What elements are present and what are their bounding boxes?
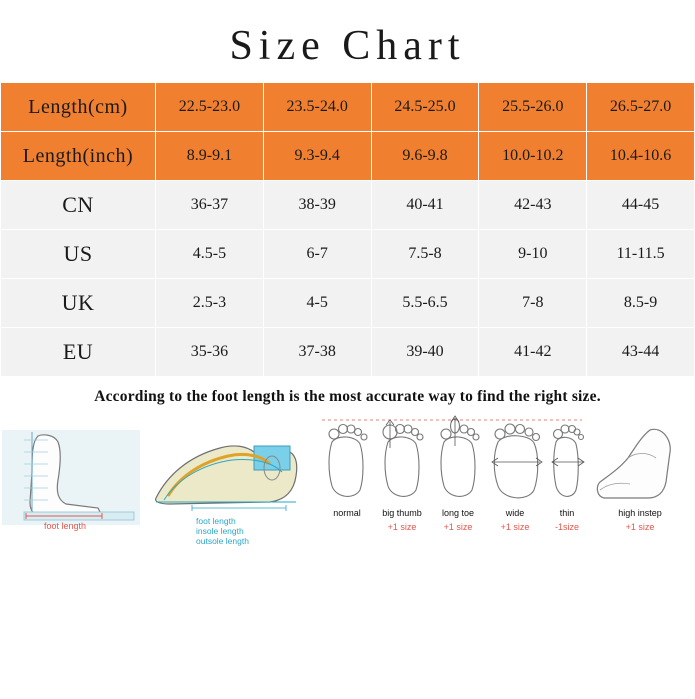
table-cell: 39-40 [371,328,479,377]
table-row [1,328,695,377]
table-cell: 10.0-10.2 [479,132,587,181]
high-instep-illustration [592,412,692,562]
table-cell: 24.5-25.0 [371,83,479,132]
table-cell: 43-44 [587,328,695,377]
table-cell: 4.5-5 [156,230,264,279]
table-row [1,279,695,328]
high-instep-adjust: +1 size [625,522,655,532]
foot-types-illustration [318,412,588,562]
table-cell: 8.5-9 [587,279,695,328]
foot-length-label: foot length [44,521,87,531]
foot-type-adjust: +1 size [443,522,473,532]
table-cell: 36-37 [156,181,264,230]
shoe-label-insole-length: insole length [196,526,244,536]
table-cell: 41-42 [479,328,587,377]
illustration-row [0,412,695,597]
foot-length-illustration [2,412,142,542]
high-instep-label: high instep [618,508,662,518]
table-cell: 26.5-27.0 [587,83,695,132]
foot-type-big-thumb [375,508,429,532]
row-label: EU [1,328,156,377]
row-label: Length(inch) [1,132,156,181]
table-cell: 10.4-10.6 [587,132,695,181]
table-cell: 37-38 [263,328,371,377]
page-title: Size Chart [229,23,466,69]
table-cell: 11-11.5 [587,230,695,279]
row-label: Length(cm) [1,83,156,132]
table-row [1,230,695,279]
row-label: US [1,230,156,279]
foot-type-adjust: +1 size [387,522,417,532]
foot-type-adjust: -1size [554,522,579,532]
shoe-label-foot-length: foot length [196,516,236,526]
row-label: CN [1,181,156,230]
table-cell: 9.6-9.8 [371,132,479,181]
shoe-label-outsole-length: outsole length [196,536,249,546]
table-cell: 25.5-26.0 [479,83,587,132]
row-label: UK [1,279,156,328]
table-cell: 9.3-9.4 [263,132,371,181]
size-chart-table [0,82,695,377]
table-cell: 35-36 [156,328,264,377]
foot-type-label: big thumb [382,508,422,518]
foot-type-label: wide [505,508,525,518]
measurement-note: According to the foot length is the most accurate way to find the right size. [94,388,601,405]
foot-type-long-toe [431,508,485,532]
foot-type-label: thin [559,508,575,518]
high-instep-foot-icon [592,412,692,512]
table-cell: 8.9-9.1 [156,132,264,181]
table-row [1,83,695,132]
table-cell: 4-5 [263,279,371,328]
foot-type-adjust: +1 size [500,522,530,532]
foot-type-thin [540,508,594,532]
foot-type-wide [488,508,542,532]
table-row [1,132,695,181]
foot-type-normal [320,508,374,522]
table-cell: 6-7 [263,230,371,279]
table-cell: 44-45 [587,181,695,230]
foot-shapes-icon [318,412,588,562]
table-cell: 7-8 [479,279,587,328]
shoe-cutaway-illustration [150,412,310,552]
table-row [1,181,695,230]
table-cell: 5.5-6.5 [371,279,479,328]
table-cell: 23.5-24.0 [263,83,371,132]
size-chart-page [0,22,695,699]
table-cell: 7.5-8 [371,230,479,279]
table-cell: 9-10 [479,230,587,279]
table-cell: 40-41 [371,181,479,230]
foot-type-label: long toe [441,508,475,518]
table-cell: 42-43 [479,181,587,230]
table-cell: 2.5-3 [156,279,264,328]
foot-type-label: normal [333,508,361,518]
table-cell: 22.5-23.0 [156,83,264,132]
table-cell: 38-39 [263,181,371,230]
